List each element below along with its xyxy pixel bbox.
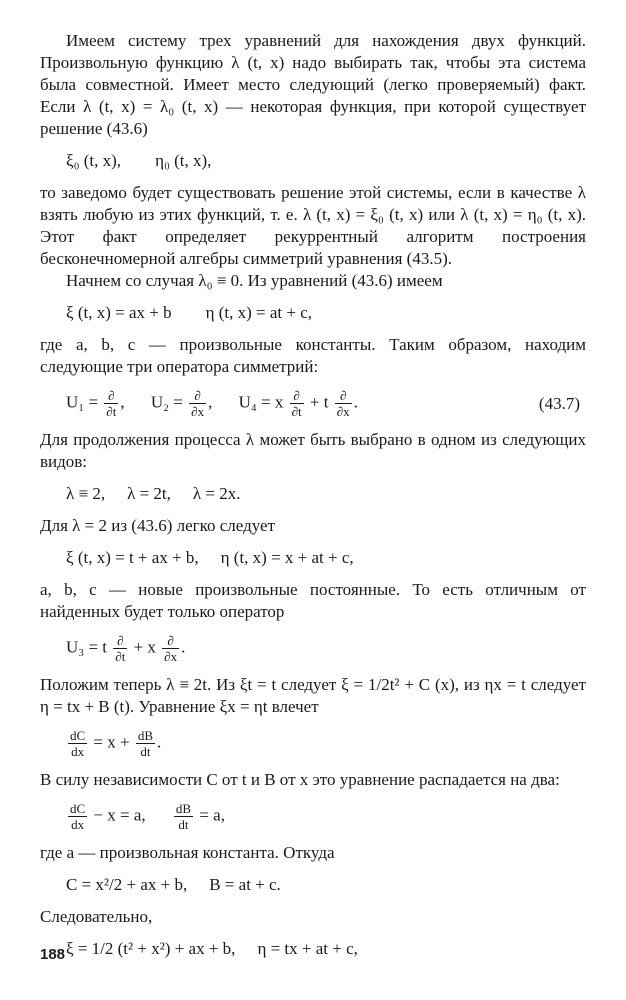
eq-xi0: ξ₀ (t, x), — [66, 151, 122, 170]
equation-xi0-eta0 — [66, 150, 586, 172]
fraction-d-dx-2: $\frac{\partial}{\partial x}$ — [336, 388, 350, 419]
eq-xi: ξ (t, x) = ax + b — [66, 303, 172, 322]
equation-43-7 — [66, 388, 586, 419]
page-body — [40, 30, 586, 970]
u1-lhs: U₁ = — [66, 392, 99, 412]
equation-xi-eta-linear — [66, 302, 586, 324]
equation-number: (43.7) — [538, 393, 580, 413]
paragraph-10: где a — произвольная константа. Откуда — [40, 843, 335, 862]
paragraph-7: a, b, c — новые произвольные постоянные. То есть отличным от найденных будет только оператор — [40, 580, 586, 621]
paragraph-11: Следовательно, — [40, 907, 153, 926]
paragraph-5: Для продолжения процесса λ может быть выбрано в одном из следующих видов: — [40, 430, 586, 471]
paragraph-1: Имеем систему трех уравнений для нахождения двух функций. Произвольную функцию λ (t, x) надо выбирать так, чтобы эта система была совместной. Имеет место следующий (легко проверяемый) факт. Если λ (t, x) = λ₀ (t, x) — некоторая функция, при которой существует решение (43.6) — [40, 31, 586, 138]
fraction-d-dt-2: $\frac{\partial}{\partial t}$ — [291, 388, 302, 419]
equation-C-B: C = x²/2 + ax + b, B = at + c. — [66, 875, 281, 894]
equation-u3: U₃ = t $\frac{\partial}{\partial t}$ + x $\frac{\partial}{\partial x}$ . — [66, 633, 186, 664]
paragraph-8: Положим теперь λ ≡ 2t. Из ξt = t следует ξ = 1/2t² + C (x), из ηx = t следует η = tx + B (t). Уравнение ξx = ηt влечет — [40, 675, 586, 716]
page-number: 188 — [40, 946, 66, 963]
eq-eta0: η₀ (t, x), — [155, 151, 212, 170]
paragraph-2: то заведомо будет существовать решение этой системы, если в качестве λ взять любую из этих функций, т. е. λ (t, x) = ξ₀ (t, x) или λ (t, x) = η₀ (t, x). Этот факт определяет рекуррентный алгоритм построения бесконечномерной алгебры симметрий уравнения (43.5). — [40, 183, 586, 268]
equation-lambda-options: λ ≡ 2, λ = 2t, λ = 2x. — [66, 484, 241, 503]
paragraph-6: Для λ = 2 из (43.6) легко следует — [40, 516, 276, 535]
u4-lhs: U₄ = x — [238, 392, 284, 412]
u2-lhs: U₂ = — [150, 392, 183, 412]
equation-split: $\frac{dC}{dx}$ − x = a, $\frac{dB}{dt}$ = a, — [70, 801, 225, 832]
paragraph-4: где a, b, c — произвольные константы. Таким образом, находим следующие три оператора симметрий: — [40, 335, 586, 376]
equation-dC-dB: $\frac{dC}{dx}$ = x + $\frac{dB}{dt}$ . — [70, 728, 162, 759]
paragraph-3: Начнем со случая λ₀ ≡ 0. Из уравнений (43.6) имеем — [66, 271, 443, 290]
equation-final: ξ = 1/2 (t² + x²) + ax + b, η = tx + at + c, — [66, 939, 358, 958]
paragraph-9: В силу независимости C от t и B от x это уравнение распадается на два: — [40, 770, 560, 789]
fraction-d-dx: $\frac{\partial}{\partial x}$ — [191, 388, 205, 419]
operators-u1-u2-u4: U₁ = $\frac{\partial}{\partial t}$ , U₂ = $\frac{\partial}{\partial x}$ , U₄ = x $\frac{\partial}{\partial t}$ + t $\frac{\partial}{\partial x}$ . — [66, 388, 358, 419]
eq-eta: η (t, x) = at + c, — [205, 303, 313, 322]
fraction-d-dt: $\frac{\partial}{\partial t}$ — [106, 388, 117, 419]
equation-xi-eta-lambda2: ξ (t, x) = t + ax + b, η (t, x) = x + at + c, — [66, 548, 354, 567]
